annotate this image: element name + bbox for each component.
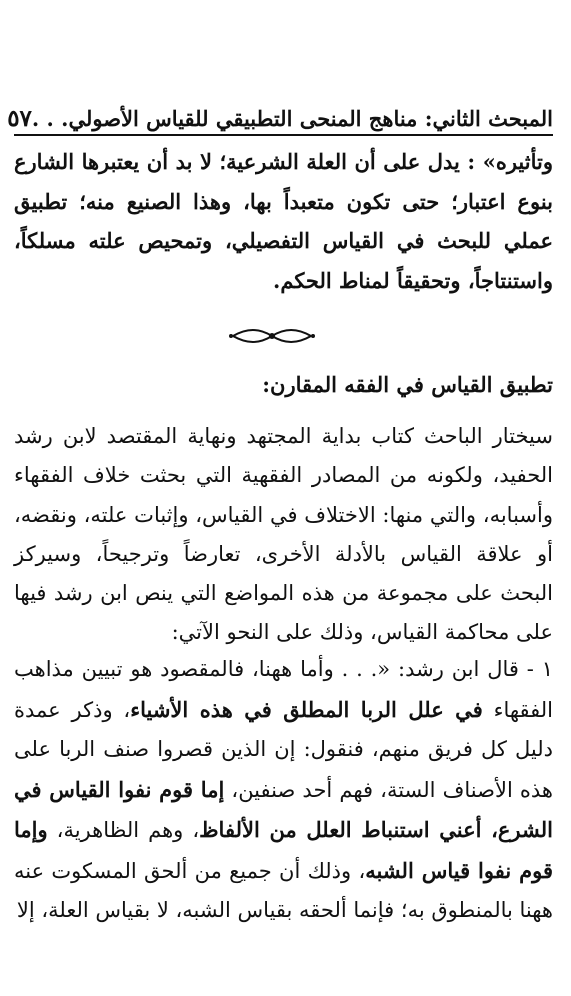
ornament-divider-icon bbox=[227, 324, 317, 348]
paragraph-3-text-4: ، وذلك أن جميع من ألحق المسكوت عنه ههنا بالمنطوق به؛ فإنما ألحقه بقياس الشبه، لا بقياس العلة، إلا bbox=[14, 858, 553, 922]
paragraph-3 bbox=[14, 650, 553, 931]
paragraph-1: وتأثيره» : يدل على أن العلة الشرعية؛ لا بد أن يعتبرها الشارع بنوع اعتبار؛ حتى تكون متعبداً بها، وهذا الصنيع منه؛ تطبيق عملي للبحث في القياس التفصيلي، وتمحيص علته مسلكاً، واستنتاجاً، وتحقيقاً لمناط الحكم. bbox=[14, 149, 553, 293]
section-heading: تطبيق القياس في الفقه المقارن: bbox=[262, 372, 553, 397]
paragraph-3-text-3: ، وهم الظاهرية، bbox=[47, 818, 200, 842]
paragraph-2: سيختار الباحث كتاب بداية المجتهد ونهاية المقتصد لابن رشد الحفيد، ولكونه من المصادر الفقهية التي بحثت خلاف الفقهاء وأسبابه، والتي منها: الاختلاف في القياس، وإثبات علته، ونقضه، أو علاقة القياس بالأدلة الأخرى، تعارضاً وترجيحاً، وسيركز البحث على مجموعة من هذه المواضع التي ينص ابن رشد فيها على محاكمة القياس، وذلك على النحو الآتي: bbox=[14, 424, 553, 645]
paragraph-3-bold-3: وإما قوم نفوا قياس الشبه bbox=[14, 817, 553, 883]
paragraph-3-bold-2: إما قوم نفوا القياس في الشرع، أعني استنباط العلل من الألفاظ bbox=[14, 776, 553, 842]
page-number: ٥٧ bbox=[7, 105, 32, 132]
paragraph-3-text-1: ١ - قال ابن رشد: «. . . وأما ههنا، فالمقصود هو تبيين مذاهب الفقهاء bbox=[14, 657, 553, 722]
header-title: المبحث الثاني: مناهج المنحى التطبيقي للقياس الأصولي. . . bbox=[31, 106, 553, 131]
running-header bbox=[7, 100, 553, 136]
paragraph-3-bold-1: في علل الربا المطلق في هذه الأشياء bbox=[130, 696, 483, 722]
paragraph-3-text-2: ، وذكر عمدة دليل كل فريق منهم، فنقول: إن الذين قصروا صنف الربا على هذه الأصناف الستة، فهم أحد صنفين، bbox=[14, 697, 553, 802]
